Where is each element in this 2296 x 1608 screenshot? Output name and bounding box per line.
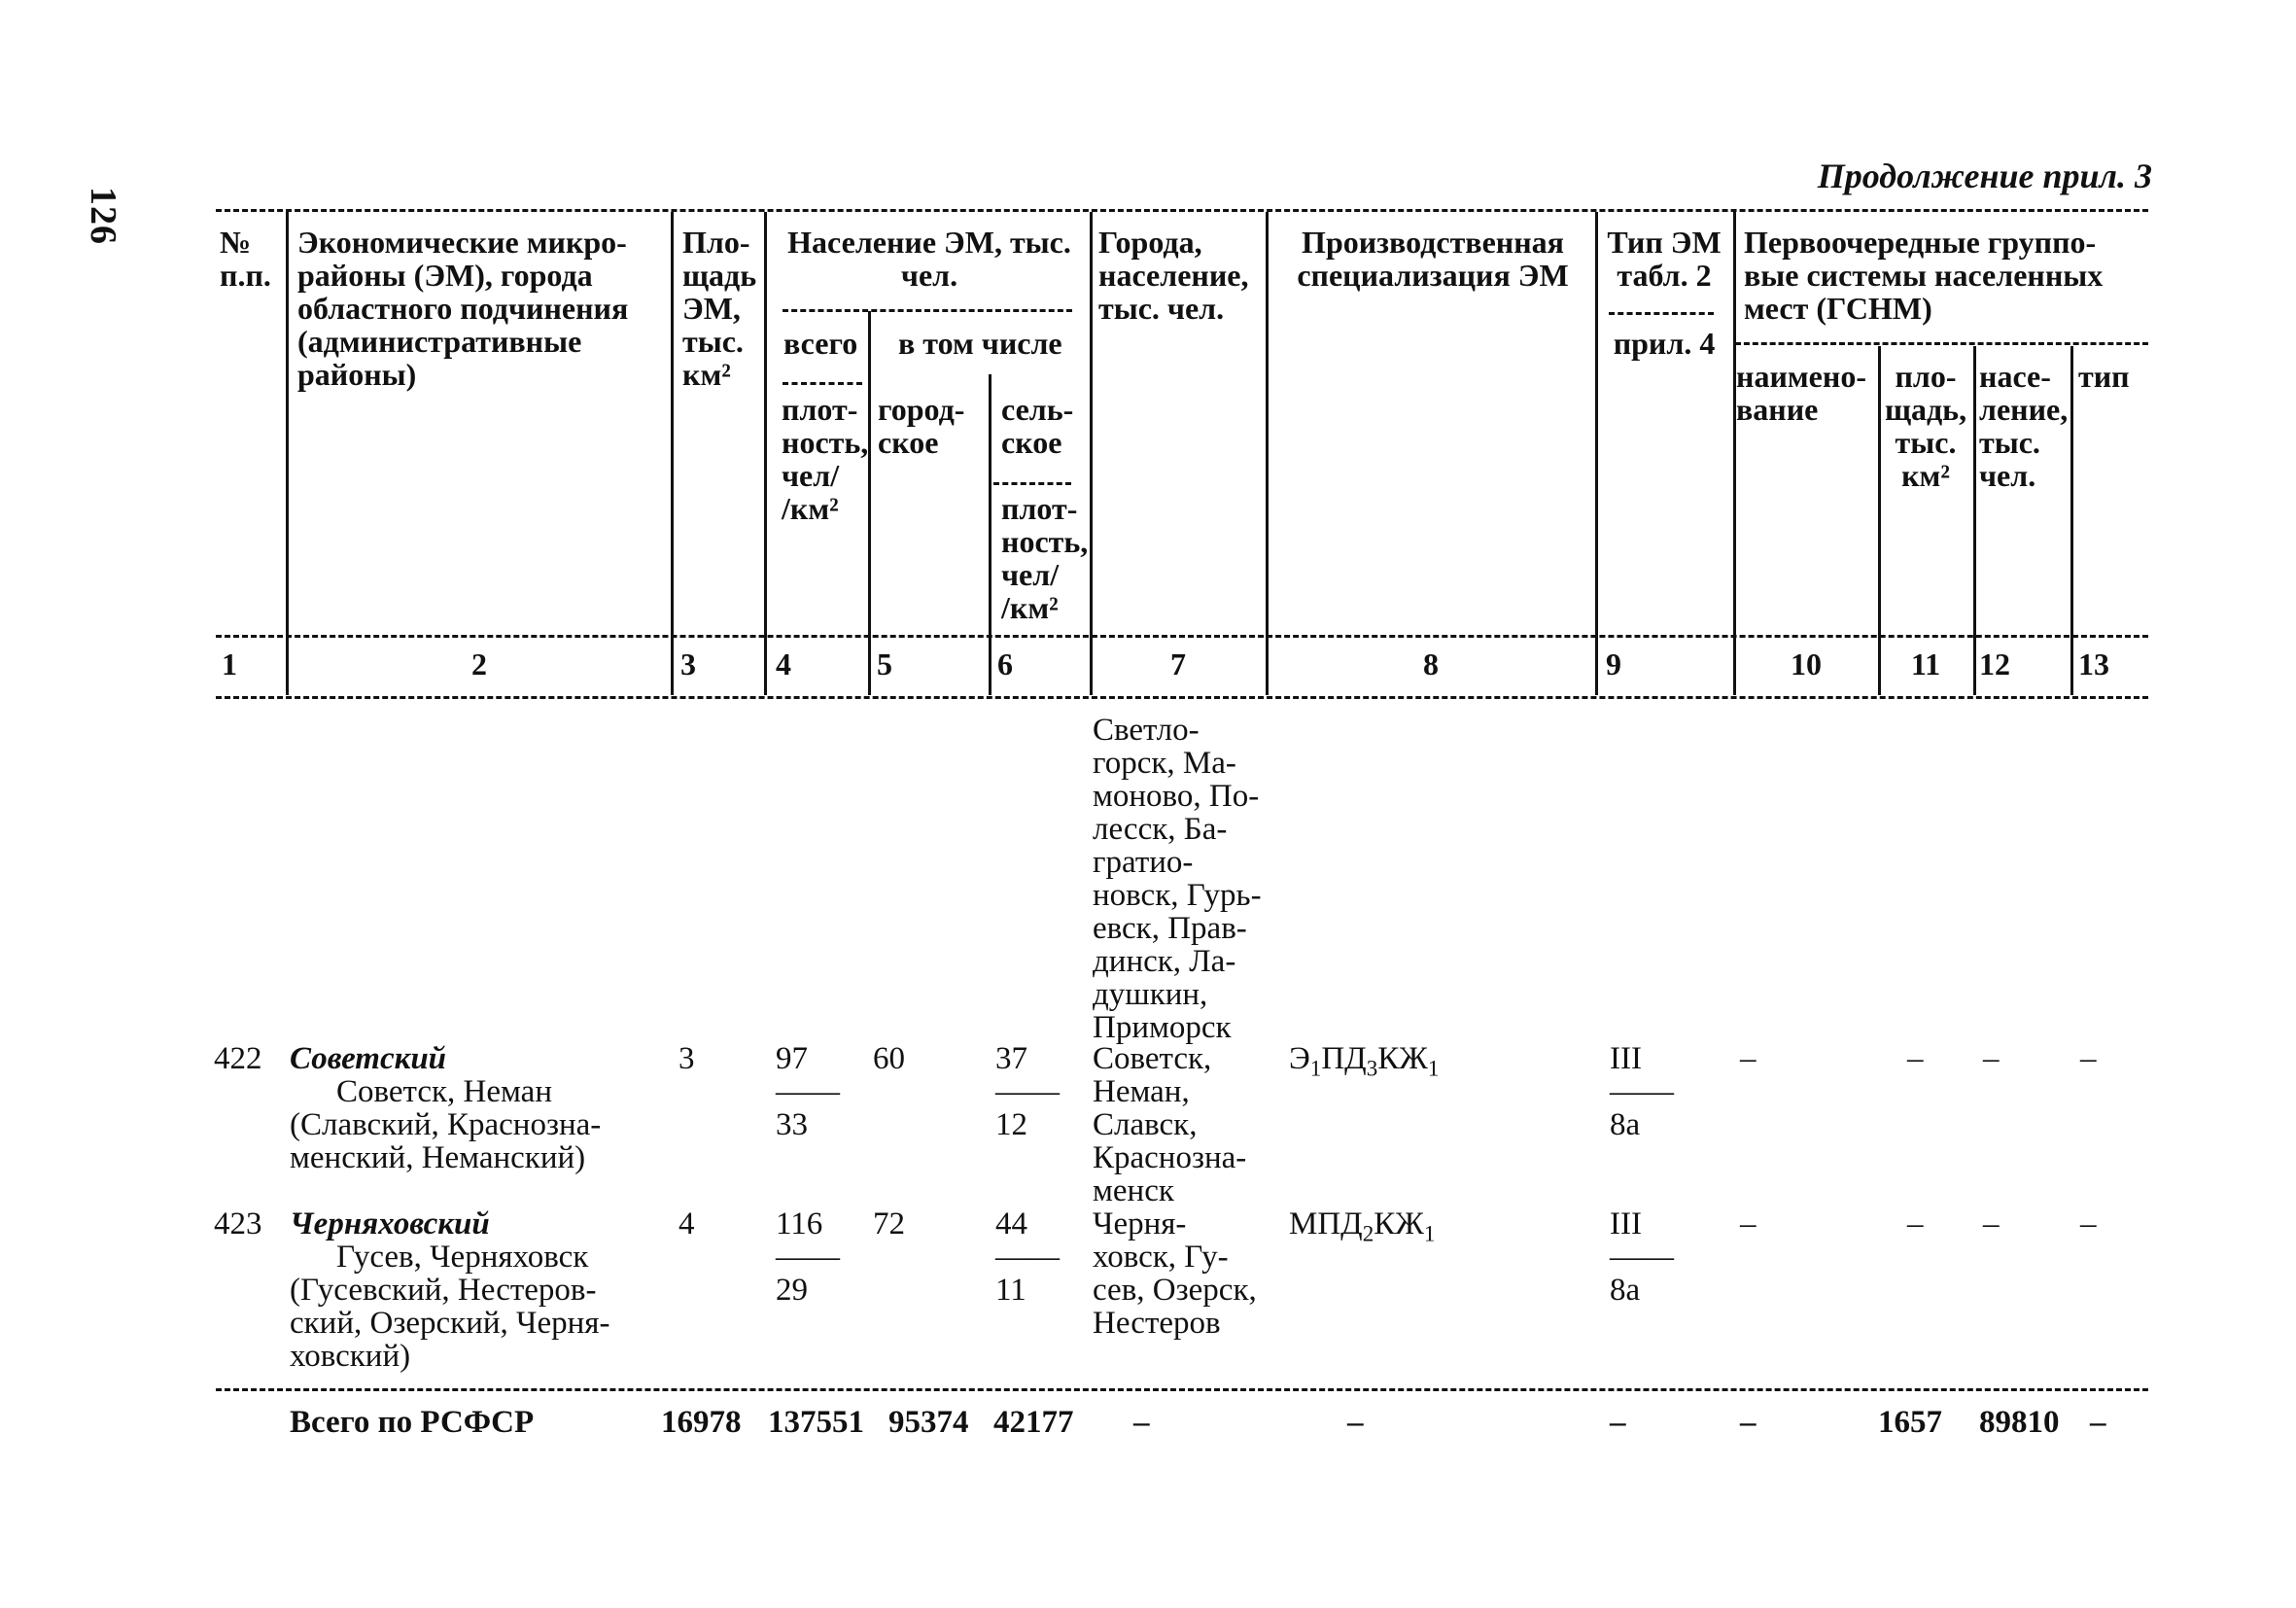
col-divider-4 [868,311,871,695]
header-gsnm: Первоочередные группо- вые системы населенных мест (ГСНМ) [1744,225,2104,326]
colnum-10: 10 [1791,647,1822,682]
header-col2: Экономические микро- районы (ЭМ), города областного подчинения (административные районы) [297,225,629,392]
col-divider-3 [764,212,767,695]
col-divider-5 [989,374,991,695]
totals-col12: 89810 [1979,1405,2060,1440]
row-gsnm-type: – [2080,1206,2097,1241]
row-area: 3 [678,1041,695,1076]
row-cities: Гусев, Черняховск [336,1240,589,1275]
row-rural: 37 [995,1041,1027,1076]
header-col13: тип [2078,359,2130,394]
row-rural-density: 12 [995,1107,1027,1142]
row-cities-population: Черня- ховск, Гу- сев, Озерск, Нестеров [1093,1206,1257,1341]
header-col9: Тип ЭМ табл. 2 [1607,225,1722,293]
header-col11: пло- щадь, тыс. км² [1884,359,1967,493]
header-col7: Города, население, тыс. чел. [1098,225,1249,326]
colnum-5: 5 [877,647,892,682]
row-total: 116 [776,1206,823,1241]
row-type-fraction-line: —— [1610,1240,1674,1275]
header-col1: № п.п. [220,225,271,293]
row-gsnm-name: – [1740,1206,1757,1241]
header-col4-total: всего [783,326,858,361]
colnum-2: 2 [471,647,487,682]
page-number: 126 [83,187,123,245]
subheader-rule-col4 [783,382,862,385]
row-total: 97 [776,1041,808,1076]
header-col8: Производственная специализация ЭМ [1297,225,1569,293]
header-col3: Пло- щадь ЭМ, тыс. км² [682,225,757,392]
row-specialization: $МПД_2КЖ_1$ [1289,1206,1436,1246]
row-name: Черняховский [290,1206,490,1241]
col-divider-8 [1595,212,1598,695]
row-rural-fraction-line: —— [995,1240,1060,1275]
col-divider-9 [1733,212,1736,695]
row-type-fraction-line: —— [1610,1074,1674,1109]
row-cities-population: Советск, Неман, Славск, Краснозна- менск [1093,1041,1247,1208]
subheader-rule-gsnm [1735,342,2148,345]
subheader-rule-type [1609,312,1714,315]
row-total-fraction-line: —— [776,1240,840,1275]
row-name: Советский [290,1041,447,1076]
header-col12: насе- ление, тыс. чел. [1979,359,2069,493]
header-in-that-number: в том числе [898,326,1062,361]
row-gsnm-area: – [1907,1041,1924,1076]
totals-col7: – [1133,1405,1150,1440]
totals-col11: 1657 [1878,1405,1942,1440]
col-divider-6 [1090,212,1093,695]
row-rural-fraction-line: —— [995,1074,1060,1109]
header-col9-bottom: прил. 4 [1613,326,1716,361]
row-gsnm-area: – [1907,1206,1924,1241]
header-col5-urban: город- ское [878,392,965,460]
totals-col8: – [1347,1405,1364,1440]
carryover-cities: Светло- горск, Ма- моново, По- лесск, Ба- гратио- новск, Гурь- евск, Прав- динск, Ла- душкин, Приморск [1093,713,1262,1045]
row-gsnm-name: – [1740,1041,1757,1076]
totals-col10: – [1740,1405,1757,1440]
row-districts: (Славский, Краснозна- менский, Неманский) [290,1107,602,1175]
col-divider-2 [671,212,674,695]
col-divider-7 [1266,212,1269,695]
header-col10: наимено- вание [1736,359,1866,427]
header-population: Население ЭМ, тыс. чел. [787,225,1071,293]
totals-top-rule [216,1388,2148,1391]
header-col4-density: плот- ность, чел/ /км² [782,392,869,526]
col-divider-1 [286,212,289,695]
colnum-11: 11 [1910,647,1941,682]
totals-rural: 42177 [993,1405,1074,1440]
totals-col9: – [1610,1405,1626,1440]
row-total-fraction-line: —— [776,1074,840,1109]
row-rural-density: 11 [995,1273,1026,1308]
row-type-bottom: 8а [1610,1273,1641,1308]
colnum-8: 8 [1423,647,1439,682]
colnum-13: 13 [2078,647,2109,682]
row-type-top: III [1610,1041,1642,1076]
numbers-bottom-rule [216,696,2148,699]
totals-urban: 95374 [888,1405,969,1440]
row-type-bottom: 8а [1610,1107,1641,1142]
row-gsnm-type: – [2080,1041,2097,1076]
row-districts: (Гусевский, Нестеров- ский, Озерский, Черня- ховский) [290,1273,610,1374]
subheader-rule-col6 [993,482,1071,485]
col-divider-12 [2070,346,2073,695]
row-type-top: III [1610,1206,1642,1241]
totals-area: 16978 [661,1405,742,1440]
row-gsnm-population: – [1983,1041,2000,1076]
row-num: 423 [214,1206,262,1241]
header-col6-rural: сель- ское [1001,392,1074,460]
header-col6-density: плот- ность, чел/ /км² [1001,491,1089,625]
row-area: 4 [678,1206,695,1241]
totals-total: 137551 [768,1405,864,1440]
continuation-note: Продолжение прил. 3 [1817,157,2152,195]
row-density: 29 [776,1273,808,1308]
row-specialization: $Э_1ПД_3КЖ_1$ [1289,1041,1440,1081]
colnum-4: 4 [776,647,791,682]
totals-label: Всего по РСФСР [290,1405,535,1440]
row-urban: 72 [873,1206,905,1241]
colnum-9: 9 [1606,647,1621,682]
row-cities: Советск, Неман [336,1074,552,1109]
col-divider-11 [1973,346,1976,695]
colnum-3: 3 [680,647,696,682]
colnum-1: 1 [222,647,237,682]
row-rural: 44 [995,1206,1027,1241]
row-gsnm-population: – [1983,1206,2000,1241]
colnum-7: 7 [1170,647,1186,682]
subheader-rule-population [783,309,1072,312]
totals-col13: – [2090,1405,2106,1440]
row-density: 33 [776,1107,808,1142]
row-urban: 60 [873,1041,905,1076]
header-top-rule [216,209,2148,212]
colnum-6: 6 [997,647,1013,682]
colnum-12: 12 [1979,647,2010,682]
row-num: 422 [214,1041,262,1076]
header-bottom-rule [216,635,2148,638]
